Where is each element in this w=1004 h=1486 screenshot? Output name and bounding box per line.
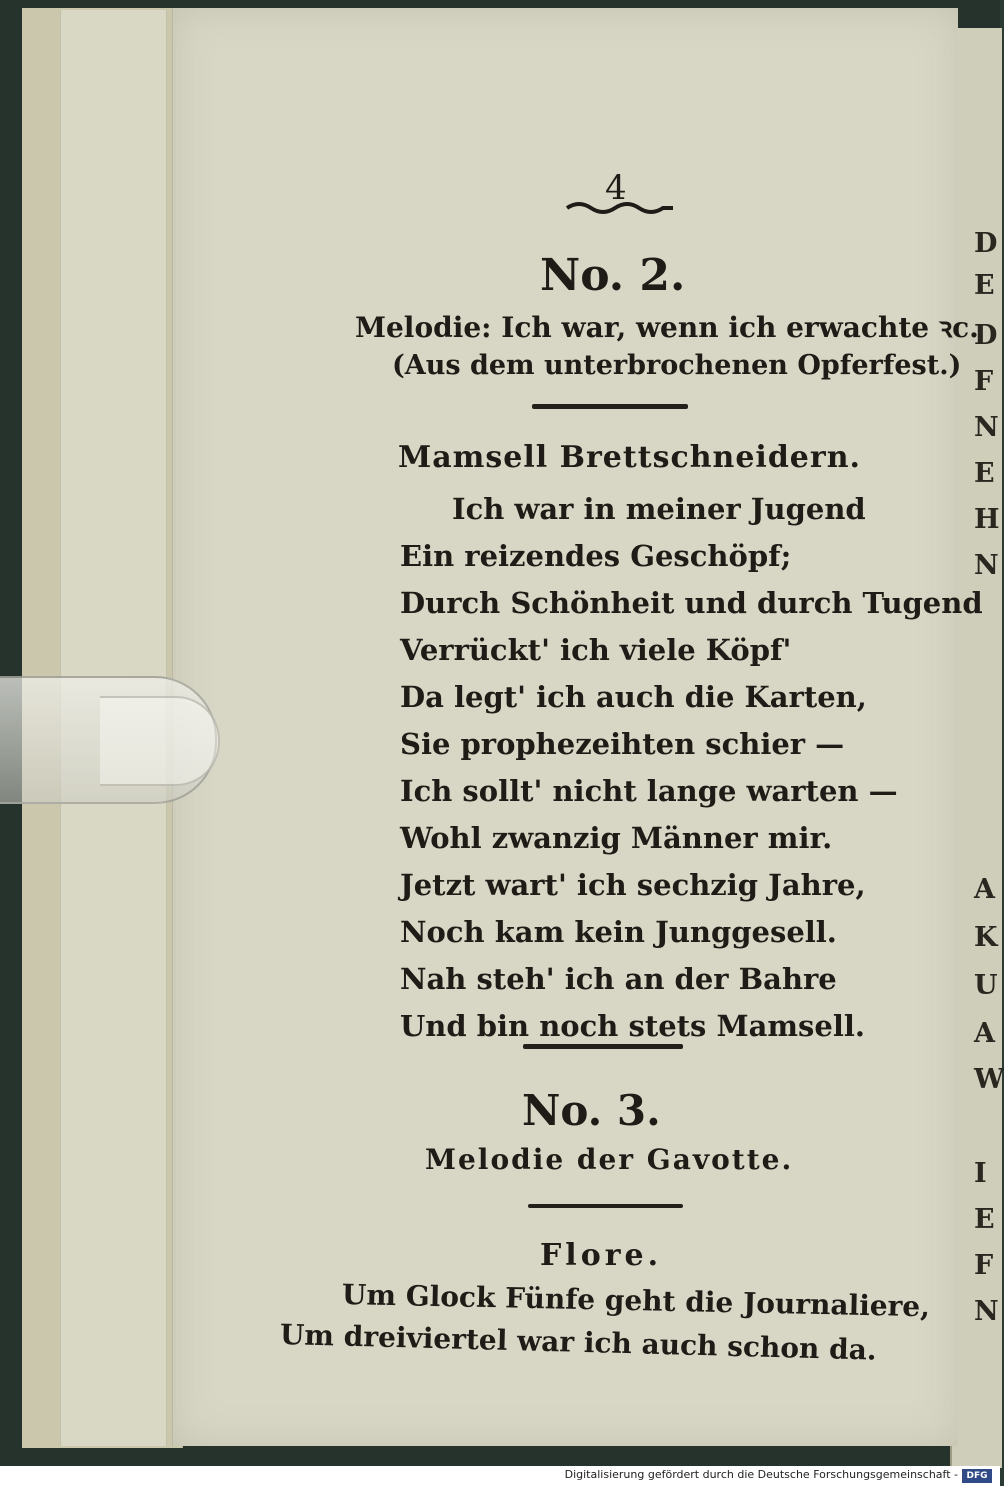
song-heading: No. 2.: [540, 250, 686, 301]
dfg-logo: DFG: [962, 1469, 992, 1483]
song-heading: No. 3.: [522, 1086, 661, 1135]
page-number-ornament: [565, 198, 675, 218]
verse-line: Verrückt' ich viele Köpf': [400, 633, 792, 667]
facing-page-fragment: E: [974, 270, 995, 301]
facing-page-fragment: H: [974, 504, 1000, 535]
page-number: 4: [605, 168, 627, 208]
section-divider: [532, 404, 688, 409]
verse-line: Sie prophezeihten schier —: [400, 727, 845, 761]
facing-page-fragment: E: [974, 458, 995, 489]
verse-line: Ich war in meiner Jugend: [452, 492, 866, 526]
verse-line: Ich sollt' nicht lange warten —: [400, 774, 898, 808]
facing-page-fragment: A: [974, 874, 995, 905]
facing-page-fragment: D: [974, 320, 998, 351]
facing-page-fragment: D: [974, 228, 998, 259]
section-divider: [528, 1204, 683, 1208]
verse-line: Um Glock Fünfe geht die Journaliere,: [341, 1278, 931, 1324]
facing-page-fragment: W: [974, 1064, 1004, 1095]
page-holder-clip: [0, 676, 240, 804]
verse-line: Noch kam kein Junggesell.: [400, 915, 837, 949]
verse-line: Und bin noch stets Mamsell.: [400, 1009, 865, 1043]
facing-page-fragment: K: [974, 922, 998, 953]
speaker-name: Mamsell Brettschneidern.: [398, 440, 861, 475]
funding-credit: Digitalisierung gefördert durch die Deutsche Forschungsgemeinschaft -: [564, 1468, 958, 1481]
verse-line: Nah steh' ich an der Bahre: [400, 962, 837, 996]
facing-page-fragment: F: [974, 366, 994, 397]
facing-page-fragment: U: [974, 970, 998, 1001]
verse-line: Wohl zwanzig Männer mir.: [400, 821, 833, 855]
facing-page-fragment: I: [974, 1158, 987, 1189]
verse-line: Jetzt wart' ich sechzig Jahre,: [400, 868, 866, 902]
verse-line: Da legt' ich auch die Karten,: [400, 680, 867, 714]
clip-highlight: [100, 696, 220, 786]
verse-line: Durch Schönheit und durch Tugend: [400, 586, 983, 620]
melody-note: Melodie: Ich war, wenn ich erwachte ꝛc.: [355, 311, 979, 344]
speaker-name: Flore.: [540, 1238, 663, 1273]
facing-page-fragment: N: [974, 550, 999, 581]
facing-page-fragment: F: [974, 1250, 994, 1281]
facing-page-fragment: N: [974, 1296, 999, 1327]
footer-bar: [0, 1466, 1000, 1486]
verse-line: Um dreiviertel war ich auch schon da.: [279, 1318, 878, 1367]
source-note: (Aus dem unterbrochenen Opferfest.): [392, 350, 962, 381]
section-divider: [523, 1044, 683, 1049]
verse-line: Ein reizendes Geschöpf;: [400, 539, 792, 573]
melody-note: Melodie der Gavotte.: [425, 1143, 794, 1176]
facing-page-fragment: E: [974, 1204, 995, 1235]
facing-page-fragment: A: [974, 1018, 995, 1049]
facing-page-fragment: N: [974, 412, 999, 443]
verse: [400, 486, 983, 1050]
